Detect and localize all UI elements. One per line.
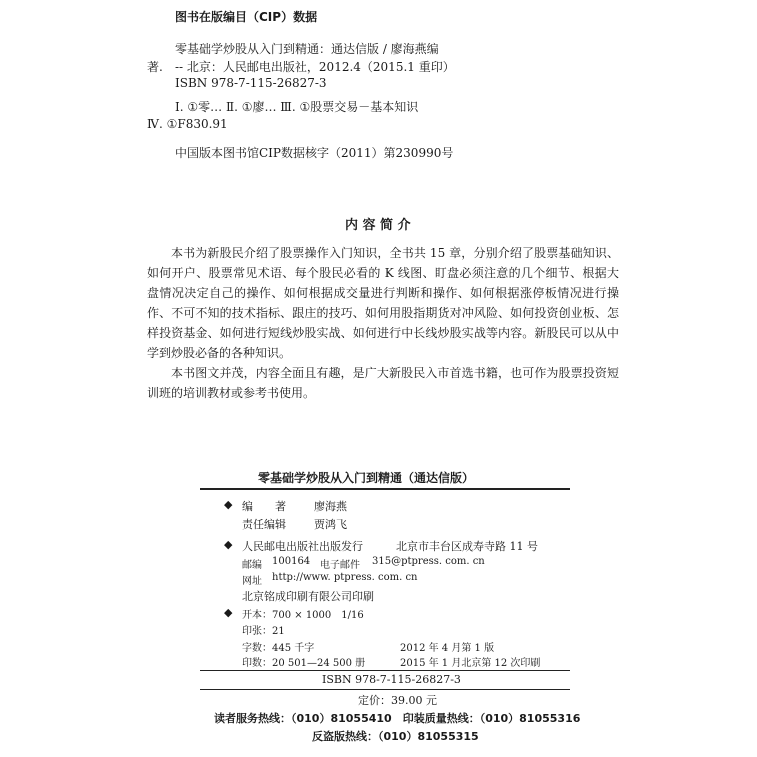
- cip-isbn: ISBN 978-7-115-26827-3: [175, 76, 327, 90]
- diamond-bullet-icon: ◆: [224, 498, 233, 511]
- imprint-top-rule: [200, 488, 570, 490]
- email: 315@ptpress. com. cn: [372, 556, 485, 567]
- publisher-address: 北京市丰台区成寿寺路 11 号: [396, 540, 538, 553]
- website-label: 网址: [242, 576, 262, 587]
- editor-label: 责任编辑: [242, 518, 286, 531]
- cip-classification-line: Ⅰ. ①零… Ⅱ. ①廖… Ⅲ. ①股票交易－基本知识: [175, 100, 419, 114]
- imprint-isbn-rule: [200, 670, 570, 671]
- price: 定价：39.00 元: [358, 694, 437, 707]
- postcode: 100164: [272, 556, 311, 567]
- diamond-bullet-icon: ◆: [224, 538, 233, 551]
- imprint-title: 零基础学炒股从入门到精通（通达信版）: [258, 471, 475, 485]
- publisher: 人民邮电出版社出版发行: [242, 540, 363, 553]
- reprint-info: 2015 年 1 月北京第 12 次印刷: [400, 658, 541, 669]
- summary-paragraph-1: 本书为新股民介绍了股票操作入门知识，全书共 15 章，分别介绍了股票基础知识、如何开户、股票常见术语、每个股民必看的 K 线图、盯盘必须注意的几个细节、根据大盘情况决定自己的操作、如何根据成交量进行判断和操作、如何根据涨停板情况进行操作、不可不知的技术指标、跟庄的技巧、如何用股指期货对冲风险、如何投资创业板、怎样投资基金、如何进行短线炒股实战、如何进行中长线炒股实战等内容。新股民可以从中学到炒股必备的各种知识。: [147, 246, 619, 360]
- author-name: 廖海燕: [314, 500, 347, 513]
- word-count: 字数：445 千字: [242, 643, 315, 654]
- edition-date: 2012 年 4 月第 1 版: [400, 643, 495, 654]
- email-label: 电子邮件: [320, 560, 360, 571]
- summary-heading: 内 容 简 介: [345, 218, 411, 233]
- print-run: 印数：20 501—24 500 册: [242, 658, 366, 669]
- diamond-bullet-icon: ◆: [224, 606, 233, 619]
- postcode-label: 邮编: [242, 560, 262, 571]
- summary-paragraph-2: 本书图文并茂，内容全面且有趣，是广大新股民入市首选书籍，也可作为股票投资短训班的培训教材或参考书使用。: [147, 366, 619, 400]
- cip-publication-line: -- 北京：人民邮电出版社，2012.4（2015.1 重印）: [175, 60, 455, 74]
- cip-classification-number: Ⅳ. ①F830.91: [147, 117, 228, 131]
- cip-title-line: 零基础学炒股从入门到精通：通达信版 / 廖海燕编: [175, 42, 439, 56]
- cip-cataloging-number: 中国版本图书馆CIP数据核字（2011）第230990号: [175, 146, 454, 160]
- author-label: 编 著: [242, 500, 286, 513]
- service-hotlines: 读者服务热线：（010）81055410 印装质量热线：（010）81055316: [214, 712, 581, 725]
- cip-heading: 图书在版编目（CIP）数据: [175, 10, 318, 24]
- imprint-isbn: ISBN 978-7-115-26827-3: [322, 673, 461, 686]
- imprint-price-rule: [200, 689, 570, 690]
- book-format: 开本：700 × 1000 1/16: [242, 610, 364, 621]
- cip-author-suffix: 著.: [147, 60, 163, 74]
- printer: 北京铭成印刷有限公司印刷: [242, 590, 374, 603]
- printed-sheets: 印张：21: [242, 626, 285, 637]
- website: http://www. ptpress. com. cn: [272, 572, 418, 583]
- anti-piracy-hotline: 反盗版热线：（010）81055315: [312, 730, 479, 743]
- editor-name: 贾鸿飞: [314, 518, 347, 531]
